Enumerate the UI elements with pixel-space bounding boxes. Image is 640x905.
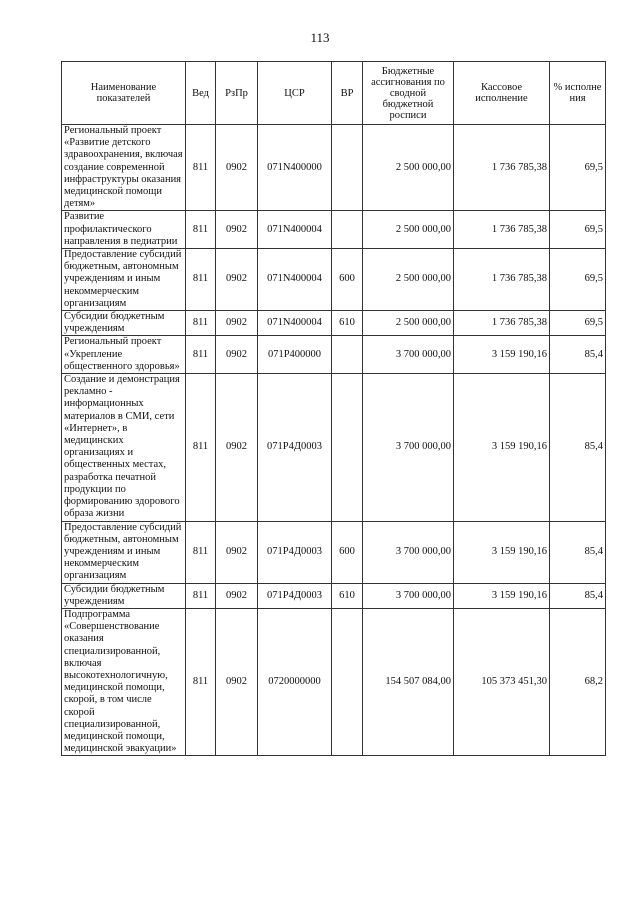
row-ved: 811	[186, 249, 216, 311]
row-percent: 85,4	[550, 583, 606, 608]
row-name: Развитие профилактического направления в педиатрии	[62, 211, 186, 249]
row-assignments: 2 500 000,00	[363, 249, 454, 311]
row-ved: 811	[186, 583, 216, 608]
row-vr	[332, 608, 363, 755]
row-ved: 811	[186, 311, 216, 336]
row-vr: 610	[332, 583, 363, 608]
row-rzpr: 0902	[216, 336, 258, 374]
row-assignments: 3 700 000,00	[363, 583, 454, 608]
row-csr: 071N400004	[258, 211, 332, 249]
row-rzpr: 0902	[216, 583, 258, 608]
row-cash-execution: 105 373 451,30	[454, 608, 550, 755]
row-percent: 85,4	[550, 521, 606, 583]
row-vr	[332, 211, 363, 249]
row-percent: 69,5	[550, 311, 606, 336]
row-csr: 0720000000	[258, 608, 332, 755]
row-name: Подпрограмма «Совершенствование оказания специализированной, включая высокотехнологичную, медицинской помощи, скорой, в том числе скорой специализированной, медицинской помощи, медицинской эвакуации»	[62, 608, 186, 755]
row-vr	[332, 336, 363, 374]
row-assignments: 3 700 000,00	[363, 374, 454, 521]
row-assignments: 154 507 084,00	[363, 608, 454, 755]
row-assignments: 2 500 000,00	[363, 311, 454, 336]
row-csr: 071P4Д0003	[258, 583, 332, 608]
row-cash-execution: 1 736 785,38	[454, 249, 550, 311]
row-cash-execution: 1 736 785,38	[454, 311, 550, 336]
row-vr: 610	[332, 311, 363, 336]
row-cash-execution: 1 736 785,38	[454, 125, 550, 211]
row-name: Субсидии бюджетным учреждениям	[62, 583, 186, 608]
row-name: Создание и демонстрация рекламно - информационных материалов в СМИ, сети «Интернет», в медицинских организациях и общественных местах, разработка печатной продукции по формированию здорового образа жизни	[62, 374, 186, 521]
row-name: Предоставление субсидий бюджетным, автономным учреждениям и иным некоммерческим организациям	[62, 249, 186, 311]
row-percent: 69,5	[550, 125, 606, 211]
header-rzpr: РзПр	[216, 62, 258, 125]
row-vr: 600	[332, 521, 363, 583]
row-csr: 071P400000	[258, 336, 332, 374]
row-vr: 600	[332, 249, 363, 311]
row-rzpr: 0902	[216, 125, 258, 211]
row-percent: 85,4	[550, 374, 606, 521]
row-name: Предоставление субсидий бюджетным, автономным учреждениям и иным некоммерческим организациям	[62, 521, 186, 583]
table-row	[62, 249, 606, 311]
row-cash-execution: 3 159 190,16	[454, 374, 550, 521]
row-csr: 071N400004	[258, 311, 332, 336]
row-rzpr: 0902	[216, 374, 258, 521]
row-csr: 071N400004	[258, 249, 332, 311]
row-csr: 071P4Д0003	[258, 374, 332, 521]
row-csr: 071P4Д0003	[258, 521, 332, 583]
row-csr: 071N400000	[258, 125, 332, 211]
page-number: 113	[310, 30, 330, 45]
table-row	[62, 521, 606, 583]
row-cash-execution: 1 736 785,38	[454, 211, 550, 249]
row-percent: 85,4	[550, 336, 606, 374]
row-ved: 811	[186, 521, 216, 583]
table-row	[62, 211, 606, 249]
row-ved: 811	[186, 374, 216, 521]
header-ved: Вед	[186, 62, 216, 125]
row-cash-execution: 3 159 190,16	[454, 521, 550, 583]
row-rzpr: 0902	[216, 249, 258, 311]
row-vr	[332, 374, 363, 521]
budget-execution-table	[61, 61, 606, 756]
table-header-row	[62, 62, 606, 125]
row-cash-execution: 3 159 190,16	[454, 583, 550, 608]
row-percent: 69,5	[550, 211, 606, 249]
row-rzpr: 0902	[216, 311, 258, 336]
row-ved: 811	[186, 336, 216, 374]
row-ved: 811	[186, 608, 216, 755]
row-rzpr: 0902	[216, 211, 258, 249]
row-percent: 68,2	[550, 608, 606, 755]
row-percent: 69,5	[550, 249, 606, 311]
row-assignments: 3 700 000,00	[363, 521, 454, 583]
header-csr: ЦСР	[258, 62, 332, 125]
header-percent: % исполне ния	[550, 62, 606, 125]
table-row	[62, 311, 606, 336]
row-name: Региональный проект «Укрепление общественного здоровья»	[62, 336, 186, 374]
row-cash-execution: 3 159 190,16	[454, 336, 550, 374]
table-row	[62, 125, 606, 211]
row-assignments: 2 500 000,00	[363, 125, 454, 211]
header-name: Наименование показателей	[62, 62, 186, 125]
header-assignments: Бюджетные ассигнования по сводной бюджетной росписи	[363, 62, 454, 125]
row-assignments: 3 700 000,00	[363, 336, 454, 374]
table-row	[62, 583, 606, 608]
row-ved: 811	[186, 125, 216, 211]
header-cash-execution: Кассовое исполнение	[454, 62, 550, 125]
row-name: Региональный проект «Развитие детского здравоохранения, включая создание современной инфраструктуры оказания медицинской помощи детям»	[62, 125, 186, 211]
table-row	[62, 374, 606, 521]
header-vr: ВР	[332, 62, 363, 125]
table-row	[62, 336, 606, 374]
row-rzpr: 0902	[216, 608, 258, 755]
row-vr	[332, 125, 363, 211]
row-name: Субсидии бюджетным учреждениям	[62, 311, 186, 336]
row-ved: 811	[186, 211, 216, 249]
table-row	[62, 608, 606, 755]
row-assignments: 2 500 000,00	[363, 211, 454, 249]
row-rzpr: 0902	[216, 521, 258, 583]
